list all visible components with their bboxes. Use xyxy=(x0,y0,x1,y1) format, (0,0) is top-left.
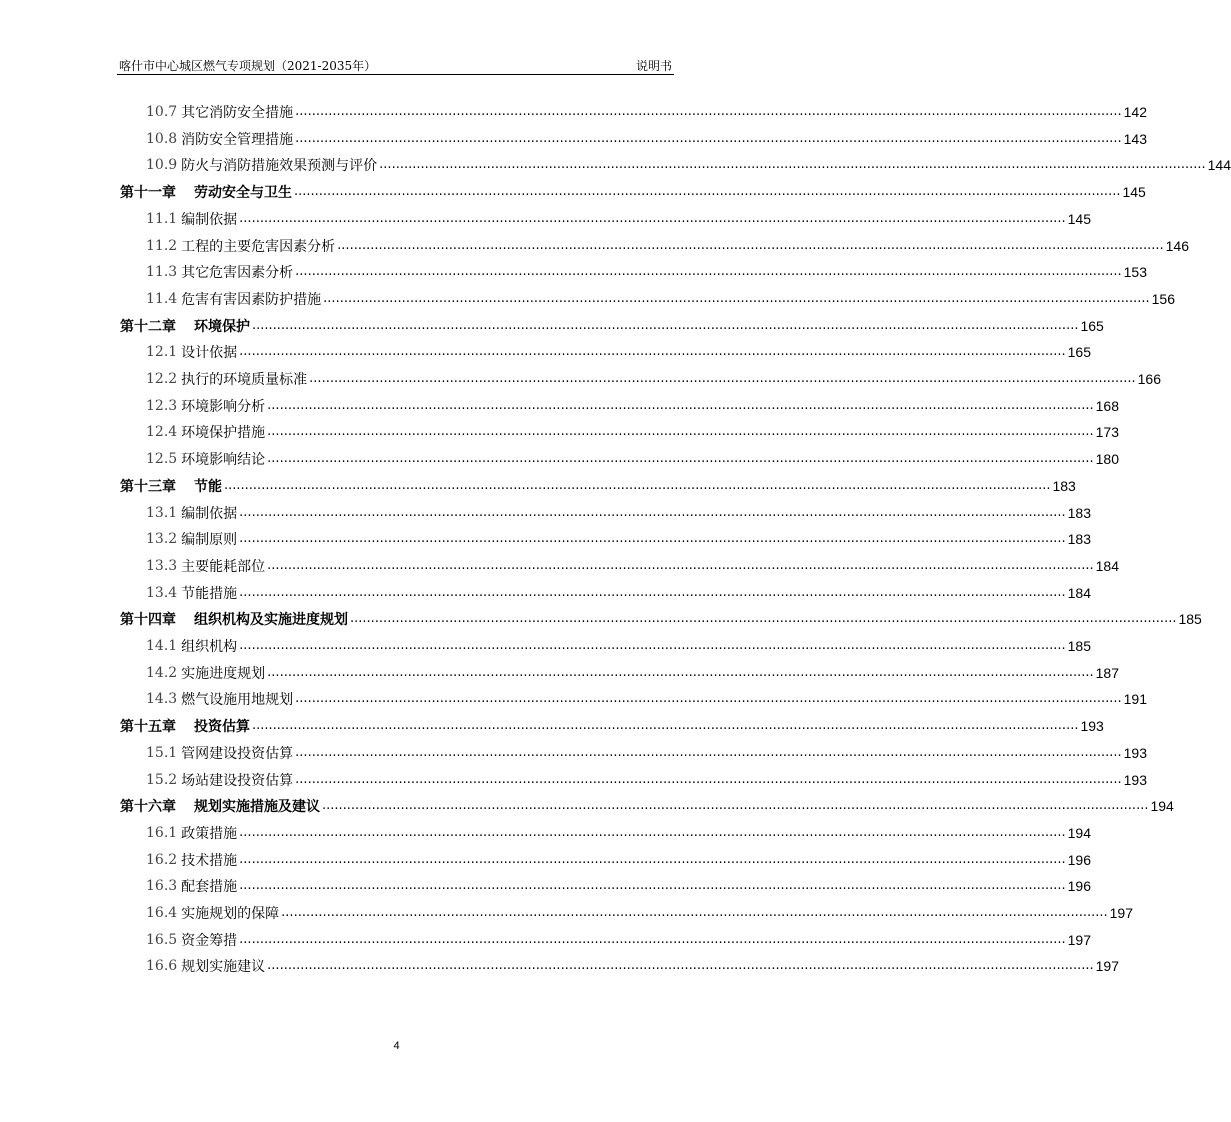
toc-entry-number: 12.1 xyxy=(146,344,178,361)
toc-entry-title: 编制原则 xyxy=(181,532,238,549)
toc-entry-number: 13.4 xyxy=(146,584,178,601)
toc-entry-page: 184 xyxy=(1067,584,1091,601)
toc-section-entry[interactable] xyxy=(146,206,1091,232)
toc-entry-page: 168 xyxy=(1095,397,1119,414)
toc-entry-title: 政策措施 xyxy=(181,825,238,842)
toc-section-entry[interactable] xyxy=(146,393,1119,419)
dot-leader: ........................................................................................................................................................................................................ xyxy=(267,958,1094,974)
toc-entry-title: 其它危害因素分析 xyxy=(181,265,294,282)
dot-leader: ........................................................................................................................................................................................................ xyxy=(239,344,1066,360)
dot-leader: ........................................................................................................................................................................................................ xyxy=(350,611,1177,627)
toc-entry-number: 14.1 xyxy=(146,638,178,654)
toc-entry-title: 编制依据 xyxy=(181,505,238,522)
toc-entry-page: 146 xyxy=(1165,237,1189,254)
toc-entry-title: 编制依据 xyxy=(181,211,238,228)
dot-leader: ........................................................................................................................................................................................................ xyxy=(252,317,1079,333)
toc-section-entry[interactable] xyxy=(146,259,1147,285)
toc-entry-number: 12.2 xyxy=(146,371,178,387)
toc-entry-page: 156 xyxy=(1151,290,1175,307)
toc-entry-page: 194 xyxy=(1067,824,1091,841)
toc-entry-page: 165 xyxy=(1067,344,1091,361)
toc-entry-title: 规划实施措施及建议 xyxy=(194,799,320,816)
toc-entry-title: 环境保护措施 xyxy=(181,425,266,442)
toc-entry-title: 环境影响分析 xyxy=(181,398,266,415)
toc-entry-title: 组织机构 xyxy=(181,639,238,655)
toc-entry-number: 14.3 xyxy=(146,691,178,708)
dot-leader: ........................................................................................................................................................................................................ xyxy=(239,851,1066,867)
toc-section-entry[interactable] xyxy=(146,820,1091,846)
toc-entry-page: 145 xyxy=(1067,210,1091,227)
toc-entry-number: 第十四章 xyxy=(120,612,176,629)
toc-entry-number: 16.4 xyxy=(146,905,178,921)
toc-entry-page: 197 xyxy=(1067,931,1091,948)
dot-leader: ........................................................................................................................................................................................................ xyxy=(267,664,1094,680)
dot-leader: ........................................................................................................................................................................................................ xyxy=(267,424,1094,440)
toc-entry-number: 11.1 xyxy=(146,210,178,227)
toc-entry-page: 197 xyxy=(1109,905,1133,921)
toc-entry-page: 193 xyxy=(1123,744,1147,761)
dot-leader: ........................................................................................................................................................................................................ xyxy=(239,531,1066,547)
toc-entry-number: 16.6 xyxy=(146,958,178,975)
dot-leader: ........................................................................................................................................................................................................ xyxy=(295,130,1122,146)
toc-section-entry[interactable] xyxy=(146,927,1091,953)
dot-leader: ........................................................................................................................................................................................................ xyxy=(224,477,1051,493)
dot-leader: ........................................................................................................................................................................................................ xyxy=(309,371,1136,386)
toc-section-entry[interactable] xyxy=(146,286,1175,312)
toc-entry-page: 187 xyxy=(1095,664,1119,681)
toc-entry-page: 165 xyxy=(1080,317,1104,334)
toc-section-entry[interactable] xyxy=(146,633,1091,659)
toc-entry-number: 13.1 xyxy=(146,504,178,521)
toc-section-entry[interactable] xyxy=(146,900,1133,926)
toc-entry-page: 193 xyxy=(1123,771,1147,788)
dot-leader: ........................................................................................................................................................................................................ xyxy=(295,691,1122,707)
dot-leader: ........................................................................................................................................................................................................ xyxy=(295,264,1122,280)
toc-entry-page: 194 xyxy=(1150,798,1174,815)
toc-entry-title: 其它消防安全措施 xyxy=(181,105,294,121)
toc-section-entry[interactable] xyxy=(146,740,1147,766)
toc-entry-page: 145 xyxy=(1122,184,1146,201)
toc-entry-page: 191 xyxy=(1123,691,1147,708)
toc-entry-title: 场站建设投资估算 xyxy=(181,772,294,789)
toc-entry-page: 183 xyxy=(1067,531,1091,548)
page-header xyxy=(117,56,674,75)
toc-entry-number: 16.5 xyxy=(146,931,178,948)
toc-entry-number: 11.4 xyxy=(146,290,178,307)
dot-leader: ........................................................................................................................................................................................................ xyxy=(337,237,1164,253)
toc-entry-title: 设计依据 xyxy=(181,345,238,362)
toc-entry-title: 消防安全管理措施 xyxy=(181,131,294,148)
toc-entry-number: 15.2 xyxy=(146,771,178,788)
dot-leader: ........................................................................................................................................................................................................ xyxy=(295,104,1122,119)
dot-leader: ........................................................................................................................................................................................................ xyxy=(323,290,1150,306)
dot-leader: ........................................................................................................................................................................................................ xyxy=(267,451,1094,467)
toc-chapter-entry[interactable] xyxy=(120,713,1104,739)
toc-chapter-entry[interactable] xyxy=(120,179,1146,205)
toc-entry-title: 防火与消防措施效果预测与评价 xyxy=(181,158,378,175)
toc-section-entry[interactable] xyxy=(146,847,1091,873)
dot-leader: ........................................................................................................................................................................................................ xyxy=(322,798,1149,814)
dot-leader: ........................................................................................................................................................................................................ xyxy=(252,718,1079,734)
toc-entry-number: 12.5 xyxy=(146,451,178,468)
toc-entry-page: 166 xyxy=(1137,371,1161,387)
toc-entry-number: 16.3 xyxy=(146,878,178,895)
dot-leader: ........................................................................................................................................................................................................ xyxy=(239,638,1066,653)
toc-entry-page: 173 xyxy=(1095,424,1119,441)
dot-leader: ........................................................................................................................................................................................................ xyxy=(239,584,1066,600)
toc-section-entry[interactable] xyxy=(146,233,1189,259)
toc-entry-title: 主要能耗部位 xyxy=(181,558,266,575)
toc-chapter-entry[interactable] xyxy=(120,313,1104,339)
dot-leader: ........................................................................................................................................................................................................ xyxy=(239,824,1066,840)
toc-section-entry[interactable] xyxy=(146,660,1119,686)
dot-leader: ........................................................................................................................................................................................................ xyxy=(295,771,1122,787)
toc-entry-title: 燃气设施用地规划 xyxy=(181,692,294,709)
dot-leader: ........................................................................................................................................................................................................ xyxy=(239,504,1066,520)
toc-entry-page: 183 xyxy=(1067,504,1091,521)
toc-entry-number: 12.4 xyxy=(146,424,178,441)
toc-entry-number: 第十五章 xyxy=(120,719,176,736)
toc-entry-title: 实施规划的保障 xyxy=(181,906,280,922)
toc-entry-title: 环境影响结论 xyxy=(181,452,266,469)
toc-entry-page: 144 xyxy=(1207,157,1231,174)
dot-leader: ........................................................................................................................................................................................................ xyxy=(239,931,1066,947)
toc-entry-number: 16.1 xyxy=(146,824,178,841)
toc-entry-title: 工程的主要危害因素分析 xyxy=(181,238,336,255)
toc-entry-title: 组织机构及实施进度规划 xyxy=(194,612,348,629)
toc-section-entry[interactable] xyxy=(146,500,1091,526)
toc-entry-page: 196 xyxy=(1067,851,1091,868)
toc-section-entry[interactable] xyxy=(146,873,1091,899)
toc-section-entry[interactable] xyxy=(146,126,1147,152)
toc-chapter-entry[interactable] xyxy=(120,793,1174,819)
toc-entry-number: 15.1 xyxy=(146,744,178,761)
toc-entry-page: 184 xyxy=(1095,557,1119,574)
toc-entry-number: 10.9 xyxy=(146,157,178,174)
toc-section-entry[interactable] xyxy=(146,526,1091,552)
toc-entry-number: 13.2 xyxy=(146,531,178,548)
dot-leader: ........................................................................................................................................................................................................ xyxy=(294,184,1121,200)
document-type-label: 说明书 xyxy=(635,59,672,73)
toc-entry-page: 142 xyxy=(1123,104,1147,120)
toc-entry-number: 11.3 xyxy=(146,264,178,281)
toc-section-entry[interactable] xyxy=(146,553,1119,579)
toc-entry-number: 16.2 xyxy=(146,851,178,868)
dot-leader: ........................................................................................................................................................................................................ xyxy=(267,557,1094,573)
toc-entry-title: 实施进度规划 xyxy=(181,665,266,682)
dot-leader: ........................................................................................................................................................................................................ xyxy=(281,905,1108,920)
toc-section-entry[interactable] xyxy=(146,446,1119,472)
toc-section-entry[interactable] xyxy=(146,686,1147,712)
toc-section-entry[interactable] xyxy=(146,366,1161,392)
toc-entry-title: 技术措施 xyxy=(181,852,238,869)
toc-section-entry[interactable] xyxy=(146,99,1147,125)
toc-entry-title: 环境保护 xyxy=(194,318,250,335)
toc-entry-page: 185 xyxy=(1178,611,1202,628)
dot-leader: ........................................................................................................................................................................................................ xyxy=(295,744,1122,760)
toc-entry-number: 10.7 xyxy=(146,104,178,120)
toc-entry-title: 节能措施 xyxy=(181,585,238,602)
document-title: 喀什市中心城区燃气专项规划（2021-2035年） xyxy=(119,59,377,73)
toc-entry-number: 14.2 xyxy=(146,664,178,681)
toc-entry-number: 13.3 xyxy=(146,557,178,574)
toc-entry-page: 197 xyxy=(1095,958,1119,975)
toc-entry-number: 第十六章 xyxy=(120,799,176,816)
page-number: 4 xyxy=(393,1040,400,1052)
toc-section-entry[interactable] xyxy=(146,339,1091,365)
toc-entry-title: 资金筹措 xyxy=(181,932,238,949)
dot-leader: ........................................................................................................................................................................................................ xyxy=(239,210,1066,226)
toc-entry-number: 11.2 xyxy=(146,237,178,254)
toc-entry-number: 12.3 xyxy=(146,397,178,414)
toc-entry-page: 183 xyxy=(1052,477,1076,494)
toc-section-entry[interactable] xyxy=(146,419,1119,445)
toc-entry-title: 配套措施 xyxy=(181,879,238,896)
toc-entry-page: 180 xyxy=(1095,451,1119,468)
toc-chapter-entry[interactable] xyxy=(120,473,1076,499)
toc-chapter-entry[interactable] xyxy=(120,606,1202,632)
toc-entry-number: 第十三章 xyxy=(120,478,176,495)
dot-leader: ........................................................................................................................................................................................................ xyxy=(239,878,1066,894)
toc-entry-title: 劳动安全与卫生 xyxy=(194,185,292,202)
toc-entry-number: 第十一章 xyxy=(120,185,176,202)
toc-section-entry[interactable] xyxy=(146,152,1231,178)
toc-entry-title: 执行的环境质量标准 xyxy=(181,372,308,388)
toc-section-entry[interactable] xyxy=(146,580,1091,606)
toc-entry-page: 153 xyxy=(1123,264,1147,281)
toc-entry-number: 第十二章 xyxy=(120,318,176,335)
toc-entry-page: 193 xyxy=(1080,718,1104,735)
dot-leader: ........................................................................................................................................................................................................ xyxy=(379,157,1206,173)
toc-entry-number: 10.8 xyxy=(146,130,178,147)
toc-entry-page: 143 xyxy=(1123,130,1147,147)
toc-section-entry[interactable] xyxy=(146,953,1119,979)
toc-entry-title: 危害有害因素防护措施 xyxy=(181,291,322,308)
toc-entry-title: 投资估算 xyxy=(194,719,250,736)
toc-entry-page: 185 xyxy=(1067,638,1091,654)
dot-leader: ........................................................................................................................................................................................................ xyxy=(267,397,1094,413)
toc-entry-page: 196 xyxy=(1067,878,1091,895)
toc-section-entry[interactable] xyxy=(146,767,1147,793)
toc-entry-title: 规划实施建议 xyxy=(181,959,266,976)
toc-entry-title: 节能 xyxy=(194,478,222,495)
toc-entry-title: 管网建设投资估算 xyxy=(181,745,294,762)
